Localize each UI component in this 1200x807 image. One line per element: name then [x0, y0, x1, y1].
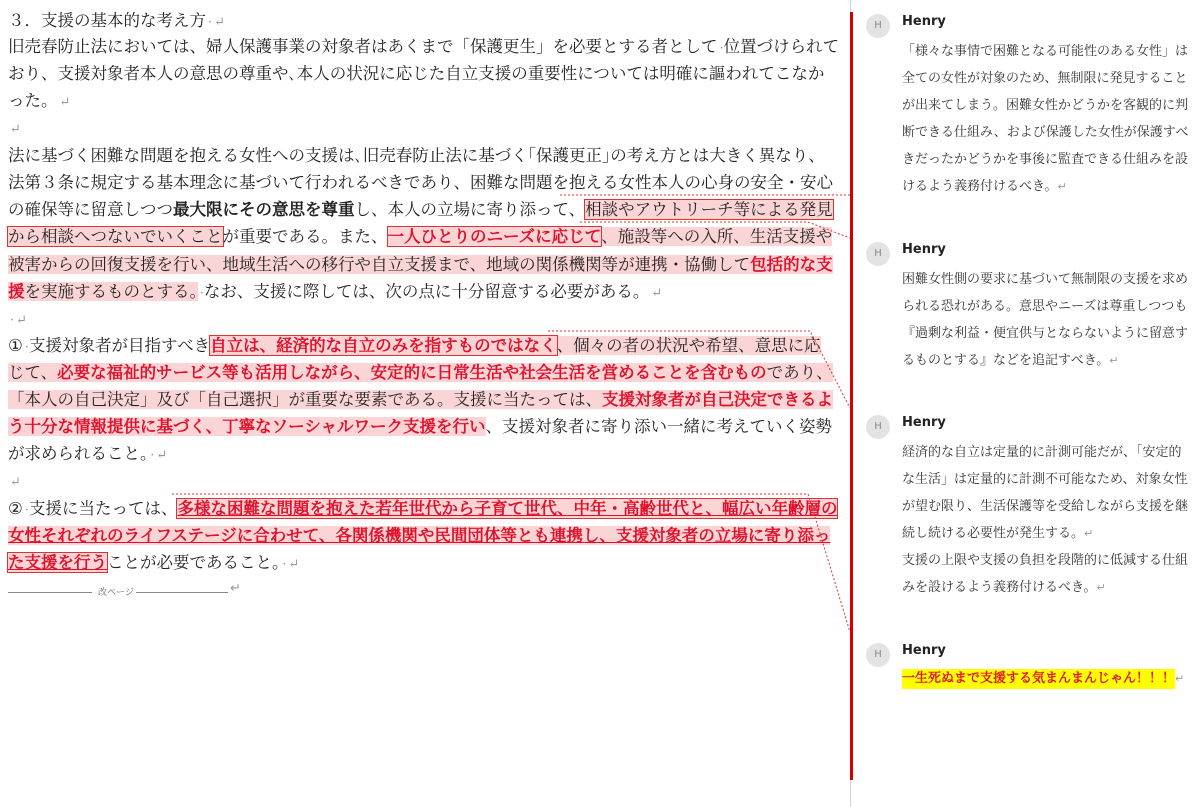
para2-line2: 法第３条に規定する基本理念に基づいて行われるべきであり、困難な問題を抱える女性本人の心身の安全・安心 [8, 173, 833, 192]
comment-anchor-4[interactable]: 多様な困難な問題を抱えた若年世代から子育て世代、中年・高齢世代と、幅広い年齢層の [177, 499, 838, 518]
item1-line2: じて、必要な福祉的サービス等も活用しながら、安定的に日常生活や社会生活を営めることを含むものであり、 [8, 363, 833, 382]
item2-line3: た支援を行うことが必要であること。 · ↵ [8, 553, 300, 572]
para1-line1: 旧売春防止法においては、婦人保護事業の対象者はあくまで「保護更生」を必要とする者として ·位置づけられて [8, 37, 840, 56]
comment-author: Henry [902, 242, 946, 257]
comment-author: Henry [902, 14, 946, 29]
comment-body: 困難女性側の要求に基づいて無制限の支援を求められる恐れがある。意思やニーズは尊重しつつも『過剰な利益・便宜供与とならないように留意するものとする』などを追記すべき。↵ [902, 272, 1189, 368]
comment-body: 一生死ぬまで支援する気まんまんじゃん！！！↵ [902, 665, 1192, 692]
comment-body: 「様々な事情で困難となる可能性のある女性」は全ての女性が対象のため、無制限に発見することが出来てしまう。困難女性かどうかを客観的に判断できる仕組み、および保護した女性が保護すべきだったかどうかを事後に監査できる仕組みを設けるよう義務付けるべき。↵ [902, 44, 1189, 194]
avatar: H [866, 14, 890, 38]
para2-line3: の確保等に留意しつつ最大限にその意思を尊重し、本人の立場に寄り添って、相談やアウトリーチ等による発見 [8, 200, 833, 219]
section-heading: ３．支援の基本的な考え方 · ↵ [8, 11, 226, 30]
item2-line1: ② ·支援に当たっては、多様な困難な問題を抱えた若年世代から子育て世代、中年・高齢世代と、幅広い年齢層の [8, 499, 838, 518]
avatar: H [866, 643, 890, 667]
comment-1[interactable] [866, 14, 1194, 214]
para2-line6: 援を実施するものとする。 ·なお、支援に際しては、次の点に十分留意する必要がある。 ↵ [8, 282, 663, 301]
comment-author: Henry [902, 643, 946, 658]
empty-paragraph: ↵ [10, 122, 21, 137]
comment-body: 経済的な自立は定量的に計測可能だが、「安定的な生活」は定量的に計測不可能なため、対象女性が望む限り、生活保護等を受給しながら支援を継続し続ける必要性が発生する。↵ 支援の上限や支援の負担を段階的に低減する仕組みを設けるよう義務付けるべき。↵ [902, 445, 1189, 595]
empty-paragraph-3: ↵ [10, 475, 21, 490]
comment-2[interactable] [866, 242, 1194, 382]
item1-line4: う十分な情報提供に基づく、丁寧なソーシャルワーク支援を行い、支援対象者に寄り添い一緒に考えていく姿勢 [8, 417, 833, 436]
comment-anchor-3[interactable]: 自立は、経済的な自立のみを指すものではなく [210, 336, 557, 355]
comment-author: Henry [902, 415, 946, 430]
comments-panel [852, 0, 1200, 807]
item1-line3: 「本人の自己決定」及び「自己選択」が重要な要素である。支援に当たっては、支援対象者が自己決定できるよ [8, 390, 833, 409]
para2-line4: から相談へつないでいくことが重要である。また、一人ひとりのニーズに応じて、施設等への入所、生活支援や [8, 227, 833, 246]
item1-line5: が求められること。 · ↵ [8, 444, 168, 463]
empty-paragraph-2: · ↵ [10, 313, 28, 328]
page-break: 改ページ ↵ [8, 585, 228, 599]
avatar: H [866, 415, 890, 439]
para2-line1: 法に基づく困難な問題を抱える女性への支援は､旧売春防止法に基づく｢保護更正｣の考え方とは大きく異なり、 [8, 146, 825, 165]
comment-anchor-2[interactable]: 一人ひとりのニーズに応じて [387, 227, 602, 246]
avatar: H [866, 242, 890, 266]
item1-line1: ① ·支援対象者が目指すべき自立は、経済的な自立のみを指すものではなく、個々の者の状況や希望、意思に応 [8, 336, 821, 355]
page-break-label: 改ページ [98, 588, 134, 598]
para1-line2: おり、支援対象者本人の意思の尊重や､本人の状況に応じた自立支援の重要性については明確に謳われてこなか [8, 64, 825, 83]
comment-anchor-1[interactable]: 相談やアウトリーチ等による発見 [585, 200, 833, 219]
item2-line2: 女性それぞれのライフステージに合わせて、各関係機関や民間団体等とも連携し、支援対象者の立場に寄り添っ [8, 526, 831, 545]
comment-anchor-1-cont[interactable]: から相談へつないでいくこと [8, 227, 223, 246]
comment-4[interactable] [866, 643, 1194, 693]
comment-3[interactable] [866, 415, 1194, 605]
para1-line3: った。 ↵ [8, 91, 71, 110]
highlighted-comment-text: 一生死ぬまで支援する気まんまんじゃん！！！ [902, 669, 1175, 689]
para2-line5: 被害からの回復支援を行い、地域生活への移行や自立支援まで、地域の関係機関等が連携・協働して包括的な支 [8, 255, 833, 274]
